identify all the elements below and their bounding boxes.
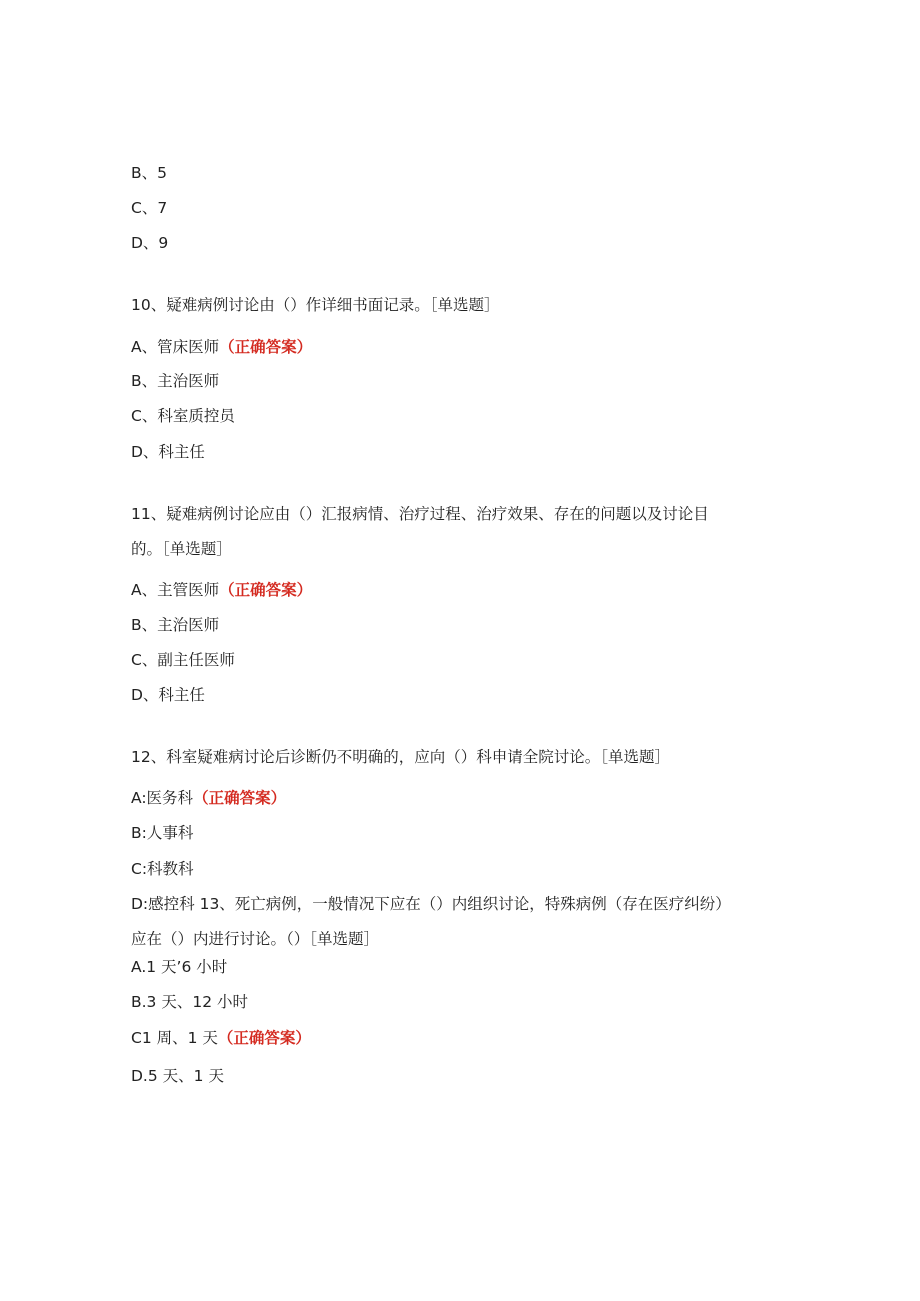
option-q10-d: D、科主任 bbox=[131, 443, 205, 461]
option-q10-c: C、科室质控员 bbox=[131, 407, 235, 425]
correct-answer-tag: （正确答案） bbox=[193, 789, 287, 807]
option-q13-b: B.3 天、12 小时 bbox=[131, 993, 248, 1011]
option-q13-a: A.1 天’6 小时 bbox=[131, 958, 228, 976]
question-11-line-1: 11、疑难病例讨论应由（）汇报病情、治疗过程、治疗效果、存在的问题以及讨论目 bbox=[131, 505, 709, 523]
option-q11-c: C、副主任医师 bbox=[131, 651, 235, 669]
correct-answer-tag: （正确答案） bbox=[219, 338, 313, 356]
question-10: 10、疑难病例讨论由（）作详细书面记录。［单选题］ bbox=[131, 296, 500, 314]
option-q9-c: C、7 bbox=[131, 199, 168, 217]
question-13-line-2: 应在（）内进行讨论。（）［单选题］ bbox=[131, 930, 380, 948]
question-11-line-2: 的。［单选题］ bbox=[131, 540, 232, 558]
option-q12-d-question-13-line-1: D:感控科 13、死亡病例，一般情况下应在（）内组织讨论，特殊病例（存在医疗纠纷） bbox=[131, 895, 731, 913]
option-q9-d: D、9 bbox=[131, 234, 169, 252]
option-q13-c: C1 周、1 天（正确答案） bbox=[131, 1029, 311, 1047]
option-q9-b: B、5 bbox=[131, 164, 167, 182]
correct-answer-tag: （正确答案） bbox=[217, 1029, 311, 1047]
option-q12-a: A:医务科（正确答案） bbox=[131, 789, 287, 807]
correct-answer-tag: （正确答案） bbox=[219, 581, 313, 599]
option-q11-b: B、主治医师 bbox=[131, 616, 220, 634]
option-q12-b: B:人事科 bbox=[131, 824, 194, 842]
option-q10-b: B、主治医师 bbox=[131, 372, 220, 390]
option-q11-a: A、主管医师（正确答案） bbox=[131, 581, 313, 599]
option-q11-d: D、科主任 bbox=[131, 686, 205, 704]
question-12: 12、科室疑难病讨论后诊断仍不明确的，应向（）科申请全院讨论。［单选题］ bbox=[131, 748, 670, 766]
option-q13-d: D.5 天、1 天 bbox=[131, 1067, 224, 1085]
option-q12-c: C:科教科 bbox=[131, 860, 194, 878]
option-q10-a: A、管床医师（正确答案） bbox=[131, 338, 313, 356]
